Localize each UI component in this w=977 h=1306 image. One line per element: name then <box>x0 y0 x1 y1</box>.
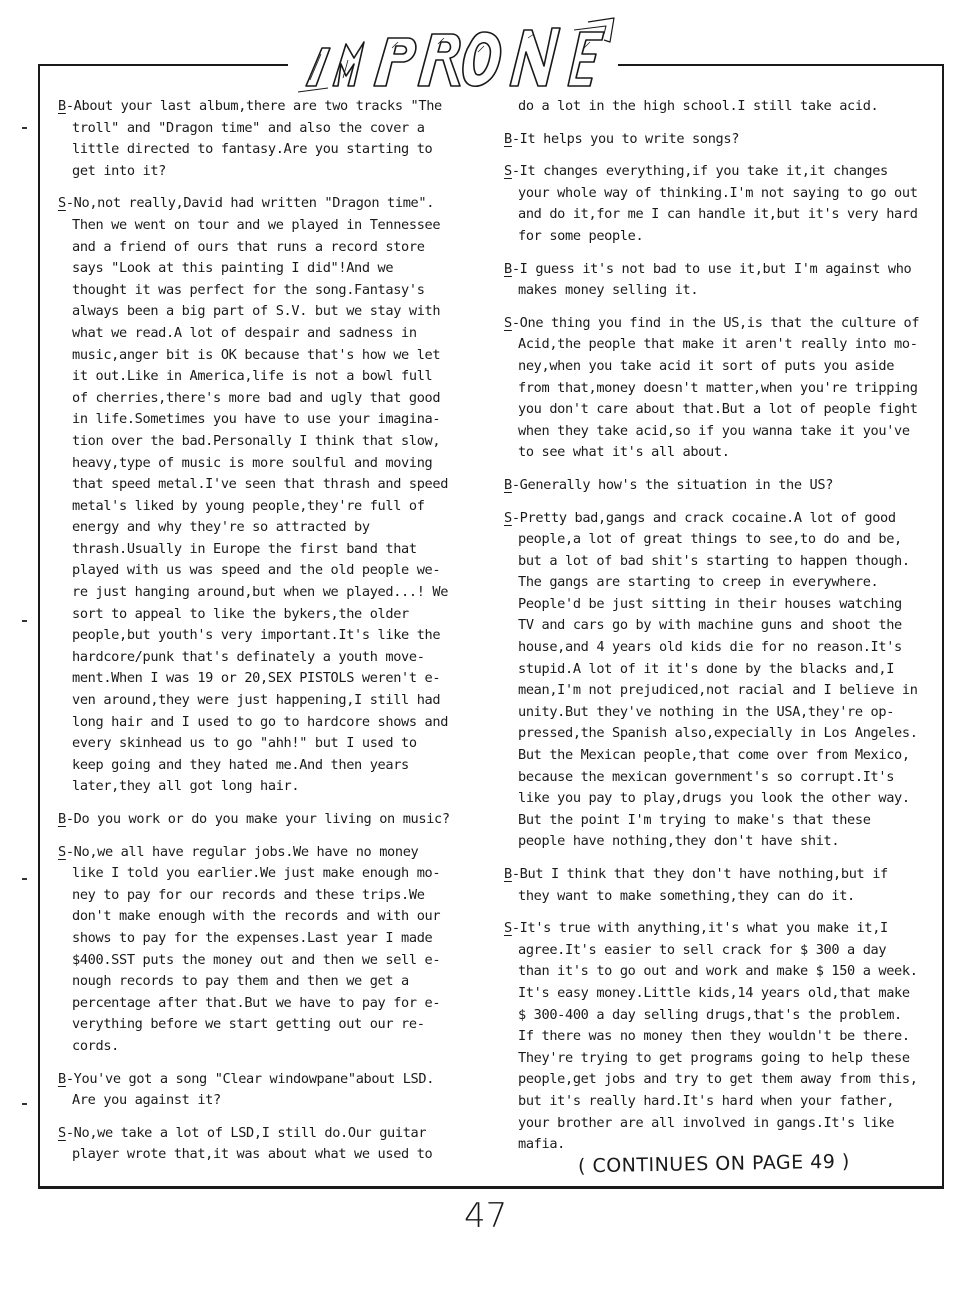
paragraph-text: -No,we all have regular jobs.We have no money like I told you earlier.We just make enough mo-ney to pay for our records and these trips.We don't make enough with the records and with our shows to pay for the expenses.Last year I made $400.SST puts the money out and then we sell e-nough records to pay them and then we get a percentage after that.But we have to pay for e-verything before we start getting out our re-cords. <box>65 843 441 1054</box>
speaker-label: S <box>58 195 66 212</box>
continues-note: ( CONTINUES ON PAGE 49 ) <box>577 1150 851 1178</box>
interview-paragraph <box>504 918 924 1156</box>
paragraph-text: -About your last album,there are two tracks "The troll" and "Dragon time" and also the cover a little directed to fantasy.Are you starting to get into it? <box>65 98 442 179</box>
interview-paragraph <box>58 1123 450 1166</box>
interview-paragraph <box>504 129 924 151</box>
paragraph-text: -Pretty bad,gangs and crack cocaine.A lot of good people,a lot of great things to see,to do and be, but a lot of bad shit's starting to happen though. The gangs are starting to creep in everywhere. People'd be just sitting in their houses watching TV and cars go by with machine guns and shoot the house,and 4 years old kids die for no reason.It's stupid.A lot of it it's done by the blacks and,I mean,I'm not prejudiced,not racial and I believe in unity.But they've nothing in the USA,they're op-pressed,the Spanish also,expecially in Los Angeles. But the Mexican people,that come over from Mexico, because the mexican government's so corrupt.It's like you pay to play,drugs you look the other way. But the point I'm trying to make's that these people have nothing,they don't have shit. <box>511 509 918 850</box>
interview-paragraph <box>504 259 924 302</box>
paragraph-text: -No,we take a lot of LSD,I still do.Our guitar player wrote that,it was about what we used to <box>65 1124 433 1163</box>
speaker-label: S <box>58 1124 66 1141</box>
interview-paragraph <box>58 1069 450 1112</box>
interview-paragraph <box>58 842 450 1058</box>
paragraph-text: -I guess it's not bad to use it,but I'm against who makes money selling it. <box>511 260 912 299</box>
interview-paragraph <box>504 864 924 907</box>
continued-text: do a lot in the high school.I still take acid. <box>518 98 879 114</box>
paragraph-text: -You've got a song "Clear windowpane"about LSD. Are you against it? <box>65 1070 435 1109</box>
speaker-label: B <box>58 1070 66 1087</box>
margin-mark <box>22 1103 27 1105</box>
paragraph-text: -One thing you find in the US,is that the culture of Acid,the people that make it aren't really into mo-ney,when you take acid it sort of puts you aside from that,money doesn't matter,when you're tripping you don't care about that.But a lot of people fight when they take acid,so if you wanna take it you've to see what it's all about. <box>511 314 920 461</box>
margin-mark <box>22 620 27 622</box>
interview-paragraph <box>58 96 450 182</box>
masthead-logo <box>288 8 618 100</box>
paragraph-text: -Generally how's the situation in the US? <box>511 476 834 493</box>
interview-paragraph <box>504 161 924 247</box>
speaker-label: B <box>504 130 512 147</box>
speaker-label: S <box>504 163 512 180</box>
margin-mark <box>22 878 27 880</box>
speaker-label: S <box>504 920 512 937</box>
paragraph-text: -Do you work or do you make your living on music? <box>65 811 450 827</box>
paragraph-text: -No,not really,David had written "Dragon time". Then we went on tour and we played in Tennessee and a friend of ours that runs a record store says "Look at this painting I did"!And we thought it was perfect for the song.Fantasy's always been a big part of S.V. but we stay with what we read.A lot of despair and sadness in music,anger bit is OK because that's how we let it out.Like in America,life is not a bowl full of cherries,there's more bad and ugly that good in life.Sometimes you have to use your imagina-tion over the bad.Personally I think that slow, heavy,type of music is more soulful and moving that speed metal.I've seen that thrash and speed metal's liked by young people,they're full of energy and why they're so attracted by thrash.Usually in Europe the first band that played with us was speed and the old people we-re just hanging around,but when we played...! We sort to appeal to like the bykers,the older people,but youth's very important.It's like the hardcore/punk that's definately a youth move-ment.When I was 19 or 20,SEX PISTOLS weren't e-ven around,they were just happening,I still had long hair and I used to go to hardcore shows and every skinhead us to go "ahh!" but I used to keep going and they hated me.And then years later,they all got long hair. <box>65 195 449 795</box>
speaker-label: S <box>58 843 66 860</box>
left-column <box>58 96 450 1177</box>
speaker-label: B <box>504 476 512 493</box>
speaker-label: S <box>504 314 512 331</box>
paragraph-text: -It changes everything,if you take it,it changes your whole way of thinking.I'm not saying to go out and do it,for me I can handle it,but it's very hard for some people. <box>511 163 918 244</box>
paragraph-text: -It helps you to write songs? <box>511 130 740 147</box>
speaker-label: B <box>58 98 66 114</box>
right-column <box>504 96 924 1167</box>
speaker-label: B <box>58 811 66 827</box>
margin-mark <box>22 127 27 129</box>
interview-paragraph <box>504 313 924 464</box>
page-number: 47 <box>464 1196 508 1236</box>
interview-paragraph <box>58 809 450 831</box>
paragraph-text: -It's true with anything,it's what you make it,I agree.It's easier to sell crack for $ 300 a day than it's to go out and work and make $ 150 a week. It's easy money.Little kids,14 years old,that make $ 300-400 a day selling drugs,that's the problem. If there was no money then they wouldn't be there. They're trying to get programs going to help these people,get jobs and try to get them away from this, but it's really hard.It's hard when your father, your brother are all involved in gangs.It's like mafia. <box>511 920 918 1153</box>
speaker-label: B <box>504 260 512 277</box>
interview-paragraph <box>504 508 924 854</box>
speaker-label: S <box>504 509 512 526</box>
masthead-lettering <box>288 8 618 100</box>
paragraph-text: -But I think that they don't have nothing,but if they want to make something,they can do it. <box>511 866 888 904</box>
interview-paragraph <box>58 193 450 798</box>
interview-paragraph <box>504 475 924 497</box>
speaker-label: B <box>504 866 512 882</box>
